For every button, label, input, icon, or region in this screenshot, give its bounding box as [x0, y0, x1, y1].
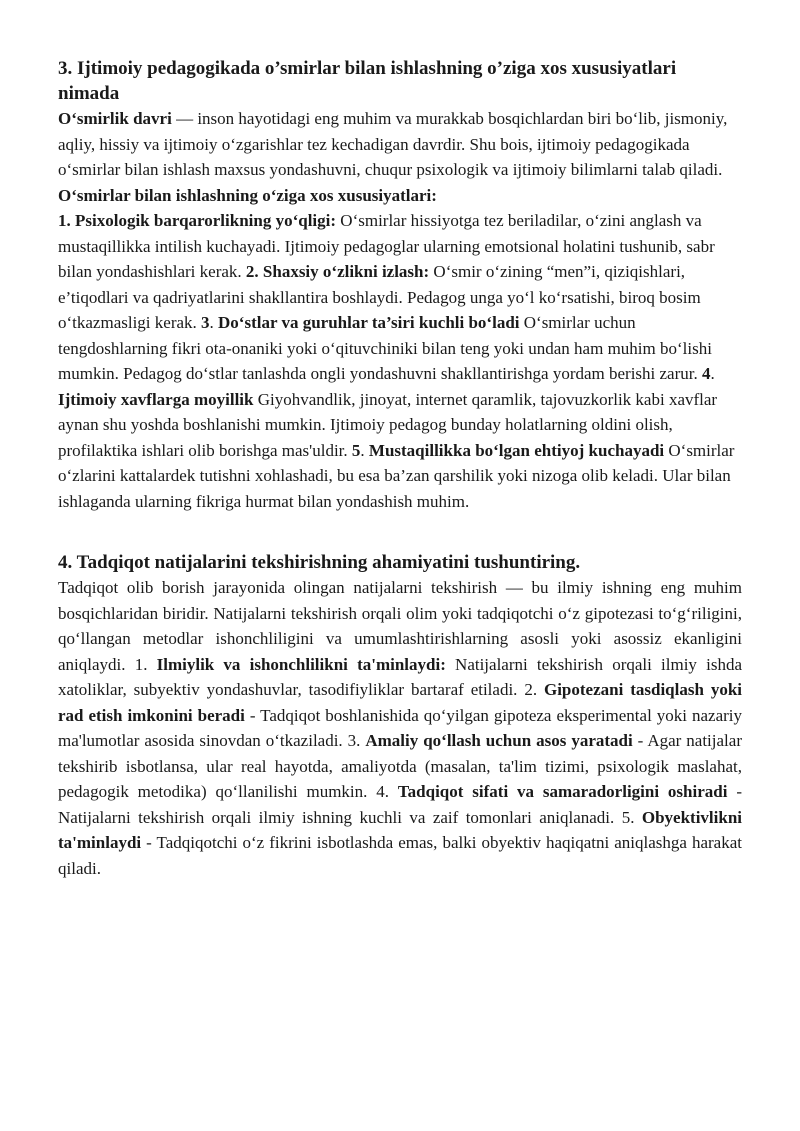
feature-5-dot: .	[360, 440, 369, 460]
feature-5-number: 5	[351, 440, 361, 460]
feature-5-text: O‘smirlar o‘zlarini kattalardek tutishni xohlashadi, bu esa ba’zan qarshilik yoki nizoga olib keladi. Ular bilan ishlaganda ularning fikriga hurmat bilan yondashish muhim.	[58, 440, 735, 511]
section-3-body	[58, 106, 742, 514]
section-4-body	[58, 575, 742, 881]
feature-5-title: Mustaqillikka bo‘lgan ehtiyoj kuchayadi	[368, 440, 665, 460]
point-4-text: - Natijalarni tekshirish orqali ilmiy ishning kuchli va zaif tomonlari aniqlanadi. 5.	[58, 782, 742, 827]
document-page	[58, 56, 742, 881]
point-1-text: Natijalarni tekshirish orqali ilmiy ishda xatoliklar, subyektiv yondashuvlar, tasodifiyliklar bartaraf etiladi. 2.	[58, 654, 742, 699]
point-2-text: - Tadqiqot boshlanishida qo‘yilgan gipoteza eksperimental yoki nazariy ma'lumotlar asosida sinovdan o‘tkaziladi. 3.	[58, 705, 742, 750]
point-5-title: Obyektivlikni ta'minlaydi	[58, 807, 742, 852]
feature-4-number: 4	[702, 364, 711, 383]
section-4-intro: Tadqiqot olib borish jarayonida olingan natijalarni tekshirish — bu ilmiy ishning eng muhim bosqichlaridan biridir. Natijalarni tekshirish orqali olim yoki tadqiqotchi o‘z gipotezasi to‘g‘riligini, qo‘llangan metodlar ishonchliligini va umumlashtirishlarning asosli yoki asossiz ekanligini aniqlaydi. 1.	[58, 578, 742, 674]
point-3-text: - Agar natijalar tekshirib isbotlansa, ular real hayotda, amaliyotda (masalan, ta'lim tizimi, psixologik maslahat, pedagogik metodika) qo‘llanilishi mumkin. 4.	[58, 731, 742, 801]
feature-3-text: O‘smirlar uchun tengdoshlarning fikri ota-onaniki yoki o‘qituvchiniki bilan teng yoki undan ham muhim bo‘lishi mumkin. Pedagog do‘stlar tanlashda ongli yondashuvni shakllantirishga yordam berishi zarur.	[58, 313, 712, 383]
feature-4-text: Giyohvandlik, jinoyat, internet qaramlik, tajovuzkorlik kabi xavflar aynan shu yoshda boshlanishi mumkin. Ijtimoiy pedagog bunday holatlarning oldini olish, profilaktika ishlari olib borishga mas'uldir.	[58, 389, 718, 460]
term-adolescence: O‘smirlik davri	[58, 109, 172, 128]
point-4-title: Tadqiqot sifati va samaradorligini oshiradi	[397, 782, 728, 801]
point-1-title: Ilmiylik va ishonchlilikni ta'minlaydi:	[156, 654, 446, 674]
feature-3-title: Do‘stlar va guruhlar ta’siri kuchli bo‘ladi	[218, 313, 520, 332]
feature-2-text: O‘smir o‘zining “men”i, qiziqishlari, e’tiqodlari va qadriyatlarini shakllantira boshlaydi. Pedagog unga yo‘l ko‘rsatishi, biroq bosim o‘tkazmasligi kerak.	[58, 262, 701, 332]
feature-2-title: 2. Shaxsiy o‘zlikni izlash:	[245, 262, 430, 281]
feature-3-dot: .	[209, 313, 219, 332]
point-5-text: - Tadqiqotchi o‘z fikrini isbotlashda emas, balki obyektiv haqiqatni aniqlashga harakat qiladi.	[58, 833, 742, 878]
point-3-title: Amaliy qo‘llash uchun asos yaratadi	[365, 731, 633, 750]
section-4-heading: 4. Tadqiqot natijalarini tekshirishning ahamiyatini tushuntiring.	[58, 552, 581, 573]
feature-4-dot: .	[710, 364, 715, 383]
feature-1-text: O‘smirlar hissiyotga tez beriladilar, o‘zini anglash va mustaqillikka intilish kuchayadi. Ijtimoiy pedagoglar ularning emotsional holatini tushunib, sabr bilan yondashishlari kerak.	[58, 211, 715, 281]
intro-text: — inson hayotidagi eng muhim va murakkab bosqichlardan biri bo‘lib, jismoniy, aqliy, hissiy va ijtimoiy o‘zgarishlar tez kechadigan davrdir. Shu bois, ijtimoiy pedagogikada o‘smirlar bilan ishlash maxsus yondashuvni, chuqur psixologik va ijtimoiy bilimlarni talab qiladi.	[58, 109, 728, 179]
feature-1-title: 1. Psixologik barqarorlikning yo‘qligi:	[58, 211, 337, 230]
point-2-title: Gipotezani tasdiqlash yoki rad etish imkonini beradi	[58, 680, 742, 725]
feature-4-title: Ijtimoiy xavflarga moyillik	[58, 389, 254, 409]
section-3-heading: 3. Ijtimoiy pedagogikada o’smirlar bilan ishlashning o’ziga xos xususiyatlari nimada	[58, 58, 677, 104]
features-heading: O‘smirlar bilan ishlashning o‘ziga xos xususiyatlari:	[58, 185, 437, 205]
feature-3-number: 3	[201, 313, 210, 332]
